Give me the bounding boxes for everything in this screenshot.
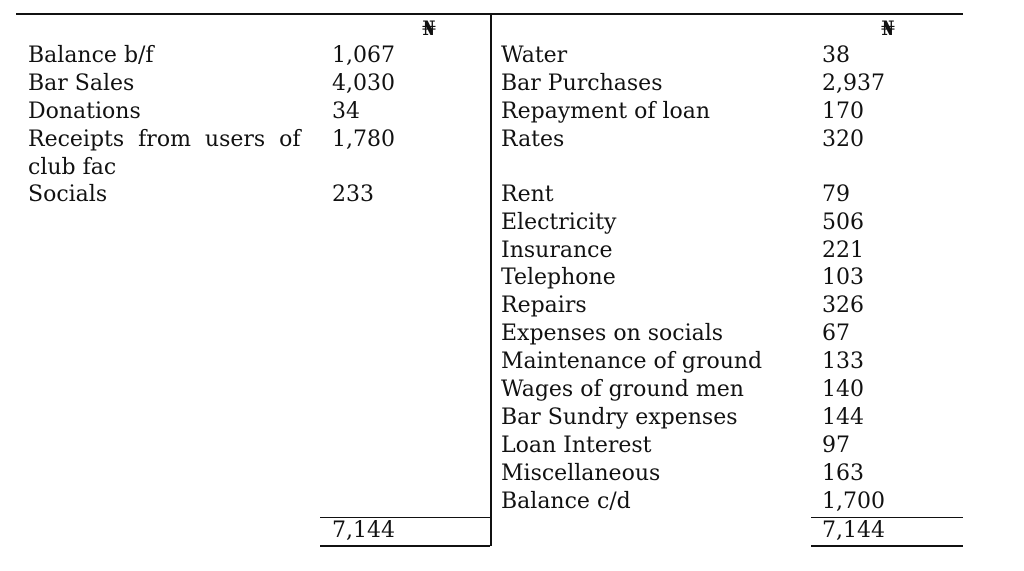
credit-amount-bar-sundry-expenses: 144 [822,405,864,430]
debit-total: 7,144 [332,518,395,543]
credit-label-repairs: Repairs [501,293,587,318]
debit-amount-receipts: 1,780 [332,127,395,152]
credit-label-loan-interest: Loan Interest [501,433,652,458]
credit-label-bar-purchases: Bar Purchases [501,71,663,96]
credit-amount-miscellaneous: 163 [822,461,864,486]
credit-total: 7,144 [822,518,885,543]
credit-label-electricity: Electricity [501,210,617,235]
debit-amount-balance-bf: 1,067 [332,43,395,68]
debit-amount-socials: 233 [332,182,374,207]
credit-amount-telephone: 103 [822,265,864,290]
credit-label-rates: Rates [501,127,565,152]
credit-amount-balance-cd: 1,700 [822,489,885,514]
credit-label-rent: Rent [501,182,554,207]
debit-label-socials: Socials [28,182,108,207]
debit-amount-bar-sales: 4,030 [332,71,395,96]
credit-label-bar-sundry-expenses: Bar Sundry expenses [501,405,738,430]
credit-amount-repairs: 326 [822,293,864,318]
credit-amount-bar-purchases: 2,937 [822,71,885,96]
credit-label-telephone: Telephone [501,265,616,290]
credit-amount-maintenance-of-ground: 133 [822,349,864,374]
credit-currency-header: ₦ [881,16,895,40]
credit-label-water: Water [501,43,568,68]
credit-label-repayment-of-loan: Repayment of loan [501,99,711,124]
debit-label-donations: Donations [28,99,141,124]
credit-amount-water: 38 [822,43,850,68]
debit-label-balance-bf: Balance b/f [28,43,154,68]
debit-label-receipts-line2: club fac [28,155,117,180]
debit-currency-header: ₦ [422,16,436,40]
center-divider [490,13,492,546]
credit-label-miscellaneous: Miscellaneous [501,461,661,486]
debit-amount-donations: 34 [332,99,360,124]
credit-amount-repayment-of-loan: 170 [822,99,864,124]
credit-amount-wages-of-ground-men: 140 [822,377,864,402]
credit-label-insurance: Insurance [501,238,613,263]
credit-label-maintenance-of-ground: Maintenance of ground [501,349,763,374]
credit-amount-rates: 320 [822,127,864,152]
credit-amount-loan-interest: 97 [822,433,850,458]
credit-amount-rent: 79 [822,182,850,207]
right-total-rule-bottom [811,545,963,547]
credit-amount-expenses-on-socials: 67 [822,321,850,346]
credit-label-wages-of-ground-men: Wages of ground men [501,377,744,402]
credit-amount-insurance: 221 [822,238,864,263]
debit-label-receipts-line1: Receipts from users of [28,127,301,152]
debit-label-bar-sales: Bar Sales [28,71,135,96]
credit-label-expenses-on-socials: Expenses on socials [501,321,724,346]
credit-label-balance-cd: Balance c/d [501,489,631,514]
left-total-rule-bottom [320,545,490,547]
credit-amount-electricity: 506 [822,210,864,235]
